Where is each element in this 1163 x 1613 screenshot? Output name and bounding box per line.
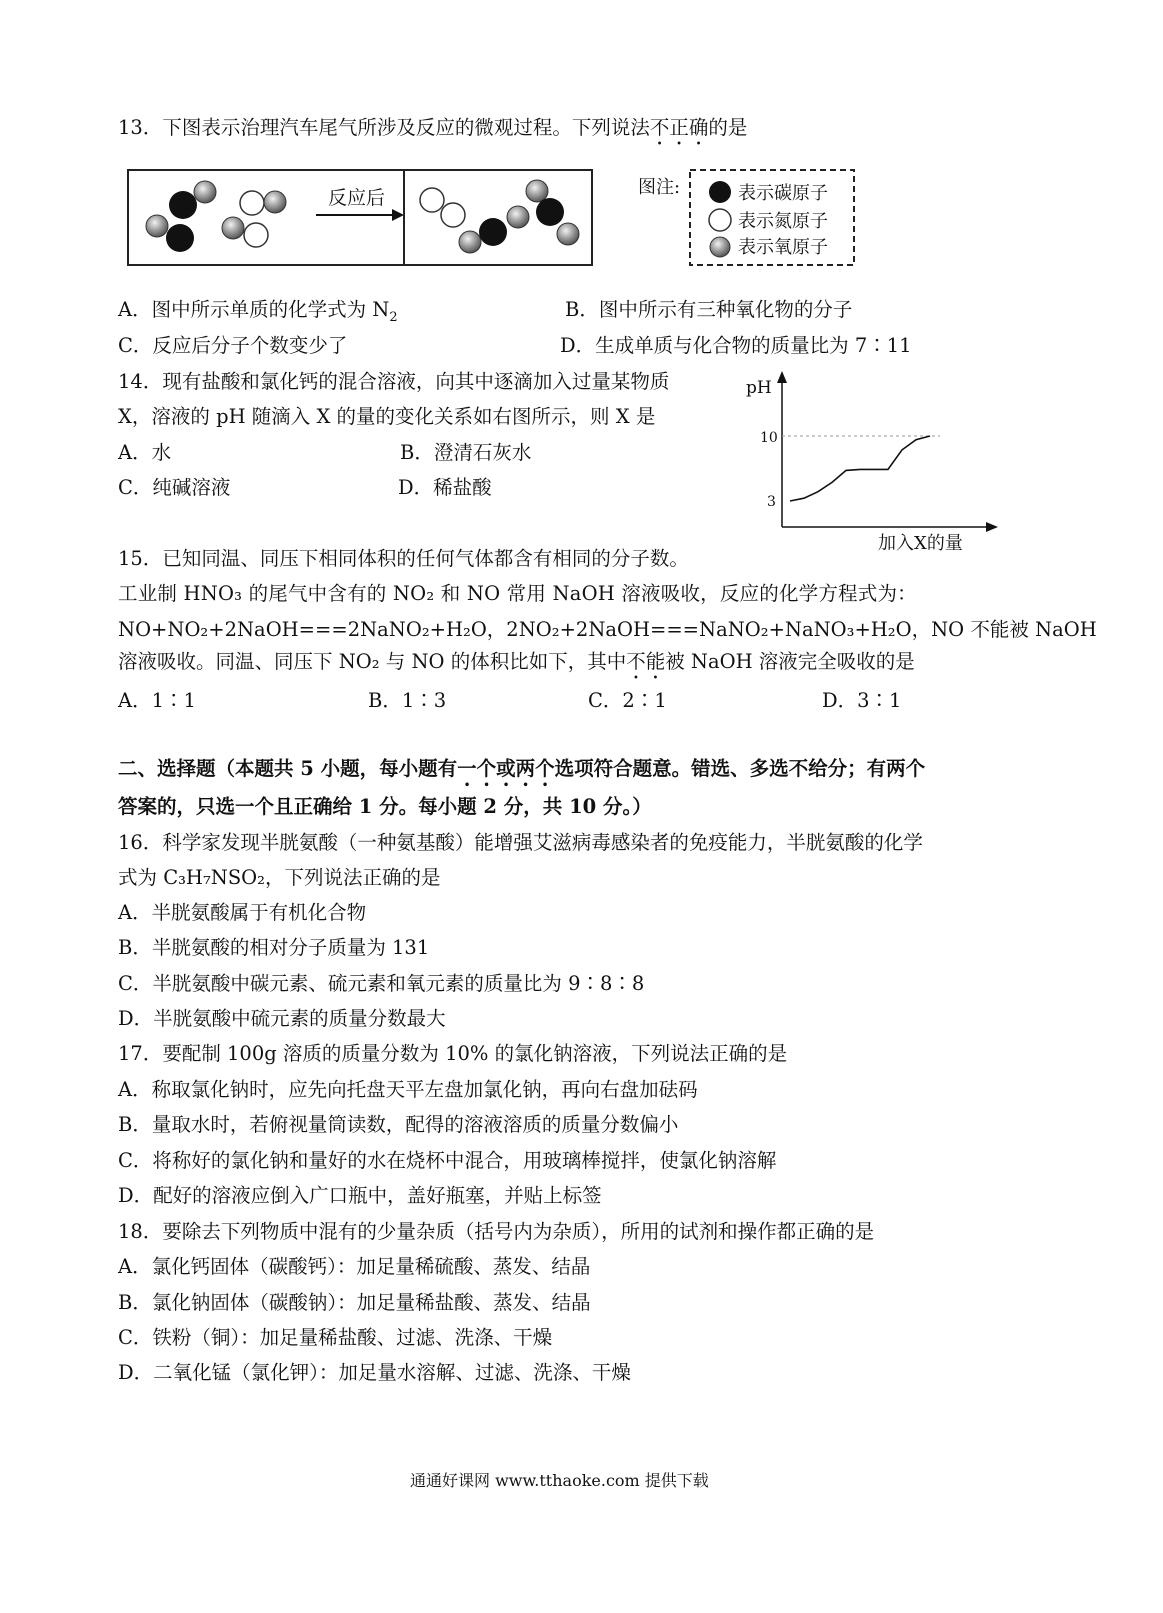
legend-carbon: 表示碳原子 bbox=[738, 183, 828, 204]
x-axis-label: 加入X的量 bbox=[878, 533, 963, 554]
q16-option-a: A．半胱氨酸属于有机化合物 bbox=[118, 901, 367, 924]
q15-line-2: 工业制 HNO₃ 的尾气中含有的 NO₂ 和 NO 常用 NaOH 溶液吸收，反应的化学方程式为： bbox=[118, 582, 917, 605]
q14-option-c: C．纯碱溶液 bbox=[118, 476, 231, 499]
q14-line-2: X，溶液的 pH 随滴入 X 的量的变化关系如右图所示，则 X 是 bbox=[118, 405, 656, 428]
q18-option-a: A．氯化钙固体（碳酸钙）：加足量稀硫酸、蒸发、结晶 bbox=[118, 1255, 591, 1278]
q15-line-1: 15．已知同温、同压下相同体积的任何气体都含有相同的分子数。 bbox=[118, 547, 689, 570]
q16-option-b: B．半胱氨酸的相对分子质量为 131 bbox=[118, 936, 430, 959]
q13-option-a: A．图中所示单质的化学式为 $N_2$ bbox=[118, 298, 398, 325]
q13-reaction-diagram bbox=[120, 160, 870, 275]
q18-option-c: C．铁粉（铜）：加足量稀盐酸、过滤、洗涤、干燥 bbox=[118, 1326, 553, 1349]
q14-option-b: B．澄清石灰水 bbox=[400, 441, 532, 464]
q15-line-4: 溶液吸收。同温、同压下 NO₂ 与 NO 的体积比如下，其中不能被 NaOH 溶液完全吸收的是 bbox=[118, 650, 915, 673]
q14-line-1: 14．现有盐酸和氯化钙的混合溶液，向其中逐滴加入过量某物质 bbox=[118, 370, 670, 393]
q13-option-c: C．反应后分子个数变少了 bbox=[118, 334, 348, 357]
q13-option-b: B．图中所示有三种氧化物的分子 bbox=[565, 298, 853, 321]
q18-line-1: 18．要除去下列物质中混有的少量杂质（括号内为杂质），所用的试剂和操作都正确的是 bbox=[118, 1220, 875, 1243]
page-footer: 通通好课网 www.tthaoke.com 提供下载 bbox=[410, 1471, 709, 1490]
q18-option-b: B．氯化钠固体（碳酸钠）：加足量稀盐酸、蒸发、结晶 bbox=[118, 1291, 591, 1314]
products-box bbox=[404, 170, 592, 265]
q14-ph-chart bbox=[740, 365, 1010, 560]
q15-line-3: NO+NO₂+2NaOH===2NaNO₂+H₂O，2NO₂+2NaOH===NaNO₂+NaNO₃+H₂O，NO 不能被 NaOH bbox=[118, 618, 1097, 641]
section-2-heading-line-1: 二、选择题（本题共 5 小题，每小题有一个或两个选项符合题意。错选、多选不给分；有两个 bbox=[118, 757, 926, 780]
legend-oxygen: 表示氧原子 bbox=[738, 237, 828, 258]
q14-option-d: D．稀盐酸 bbox=[398, 476, 492, 499]
arrow-label: 反应后 bbox=[328, 187, 386, 209]
q15-option-d: D．3∶1 bbox=[822, 689, 902, 712]
legend-nitrogen: 表示氮原子 bbox=[738, 211, 828, 232]
q17-option-c: C．将称好的氯化钠和量好的水在烧杯中混合，用玻璃棒搅拌，使氯化钠溶解 bbox=[118, 1149, 777, 1172]
q14-option-a: A．水 bbox=[118, 441, 172, 464]
reactants-box bbox=[128, 170, 434, 265]
q16-line-1: 16．科学家发现半胱氨酸（一种氨基酸）能增强艾滋病毒感染者的免疫能力，半胱氨酸的化学 bbox=[118, 831, 923, 854]
q17-line-1: 17．要配制 100g 溶质的质量分数为 10% 的氯化钠溶液，下列说法正确的是 bbox=[118, 1042, 788, 1065]
q16-option-d: D．半胱氨酸中硫元素的质量分数最大 bbox=[118, 1007, 446, 1030]
legend-title: 图注: bbox=[638, 177, 681, 198]
section-2-heading-line-2: 答案的，只选一个且正确给 1 分。每小题 2 分，共 10 分。） bbox=[118, 795, 652, 818]
q16-option-c: C．半胱氨酸中碳元素、硫元素和氧元素的质量比为 9∶8∶8 bbox=[118, 972, 645, 995]
q15-option-b: B．1∶3 bbox=[368, 689, 447, 712]
y-axis-label: pH bbox=[746, 378, 772, 398]
q15-option-a: A．1∶1 bbox=[118, 689, 196, 712]
q18-option-d: D．二氧化锰（氯化钾）：加足量水溶解、过滤、洗涤、干燥 bbox=[118, 1361, 631, 1384]
q16-line-2: 式为 C₃H₇NSO₂，下列说法正确的是 bbox=[118, 866, 441, 889]
y-tick-10: 10 bbox=[760, 430, 778, 446]
q15-option-c: C．2∶1 bbox=[588, 689, 667, 712]
y-tick-3: 3 bbox=[767, 494, 776, 510]
q17-option-b: B．量取水时，若俯视量筒读数，配得的溶液溶质的质量分数偏小 bbox=[118, 1113, 679, 1136]
q13-stem: 13．下图表示治理汽车尾气所涉及反应的微观过程。下列说法不正确的是 bbox=[118, 116, 748, 139]
ph-curve bbox=[790, 436, 930, 501]
q17-option-d: D．配好的溶液应倒入广口瓶中，盖好瓶塞，并贴上标签 bbox=[118, 1184, 602, 1207]
q13-option-d: D．生成单质与化合物的质量比为 7∶11 bbox=[560, 334, 912, 357]
q17-option-a: A．称取氯化钠时，应先向托盘天平左盘加氯化钠，再向右盘加砝码 bbox=[118, 1078, 698, 1101]
